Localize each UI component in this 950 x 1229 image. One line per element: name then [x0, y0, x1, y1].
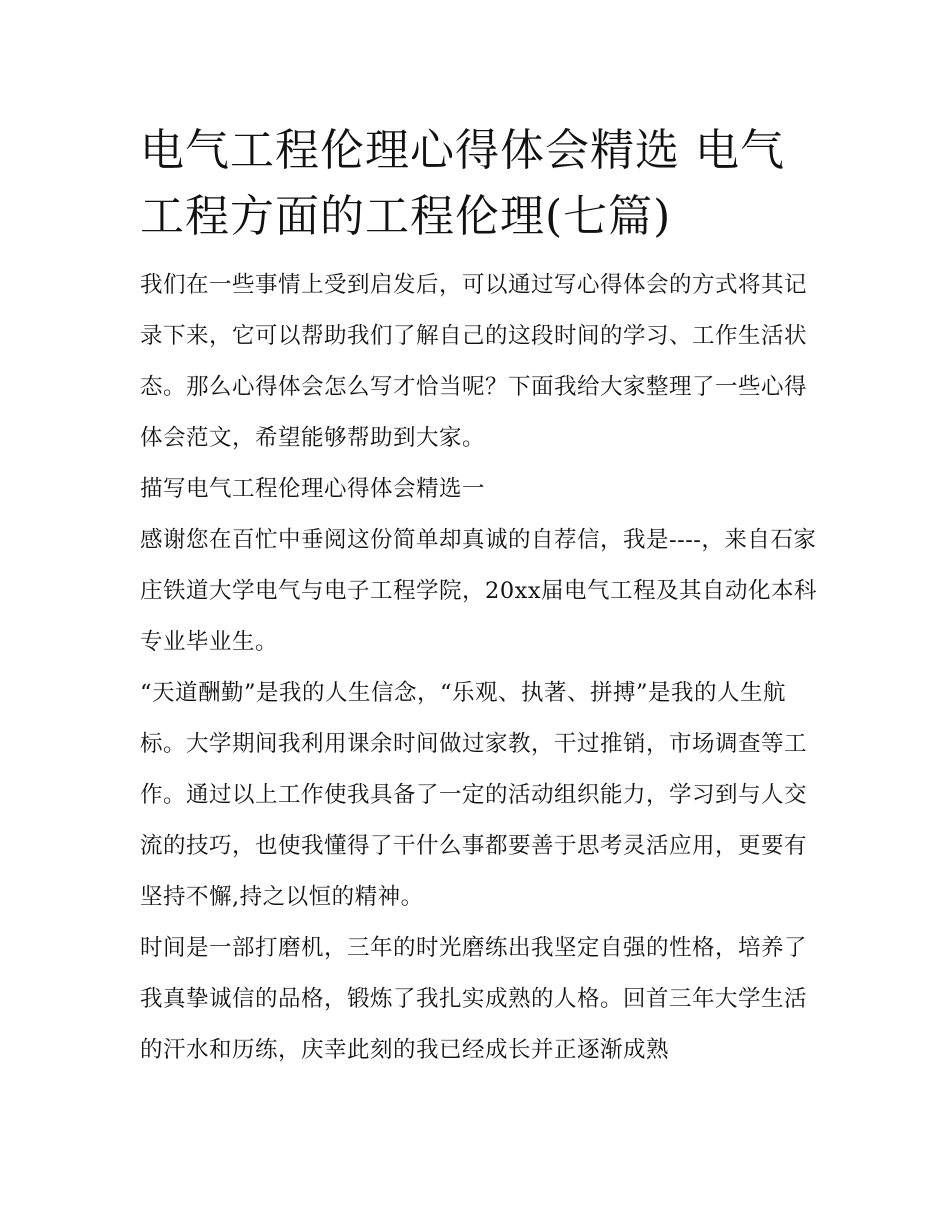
- body-paragraph-3: 时间是一部打磨机，三年的时光磨练出我坚定自强的性格，培养了我真挚诚信的品格，锻炼了我扎实成熟的人格。回首三年大学生活的汗水和历练，庆幸此刻的我已经成长并正逐渐成熟: [140, 935, 808, 1063]
- document-page: [140, 118, 820, 1076]
- section-heading: 描写电气工程伦理心得体会精选一: [140, 476, 486, 502]
- intro-paragraph: 我们在一些事情上受到启发后，可以通过写心得体会的方式将其记录下来，它可以帮助我们了解自己的这段时间的学习、工作生活状态。那么心得体会怎么写才恰当呢？下面我给大家整理了一些心得体会范文，希望能够帮助到大家。: [140, 272, 808, 451]
- document-title: 电气工程伦理心得体会精选 电气工程方面的工程伦理(七篇): [140, 125, 785, 242]
- body-paragraph-1: 感谢您在百忙中垂阅这份简单却真诚的自荐信，我是----，来自石家庄铁道大学电气与电子工程学院，20xx届电气工程及其自动化本科专业毕业生。: [140, 527, 818, 655]
- body-paragraph-2: “天道酬勤”是我的人生信念，“乐观、执著、拼搏”是我的人生航标。大学期间我利用课余时间做过家教，干过推销，市场调查等工作。通过以上工作使我具备了一定的活动组织能力，学习到与人交流的技巧，也使我懂得了干什么事都要善于思考灵活应用，更要有坚持不懈,持之以恒的精神。: [140, 680, 808, 910]
